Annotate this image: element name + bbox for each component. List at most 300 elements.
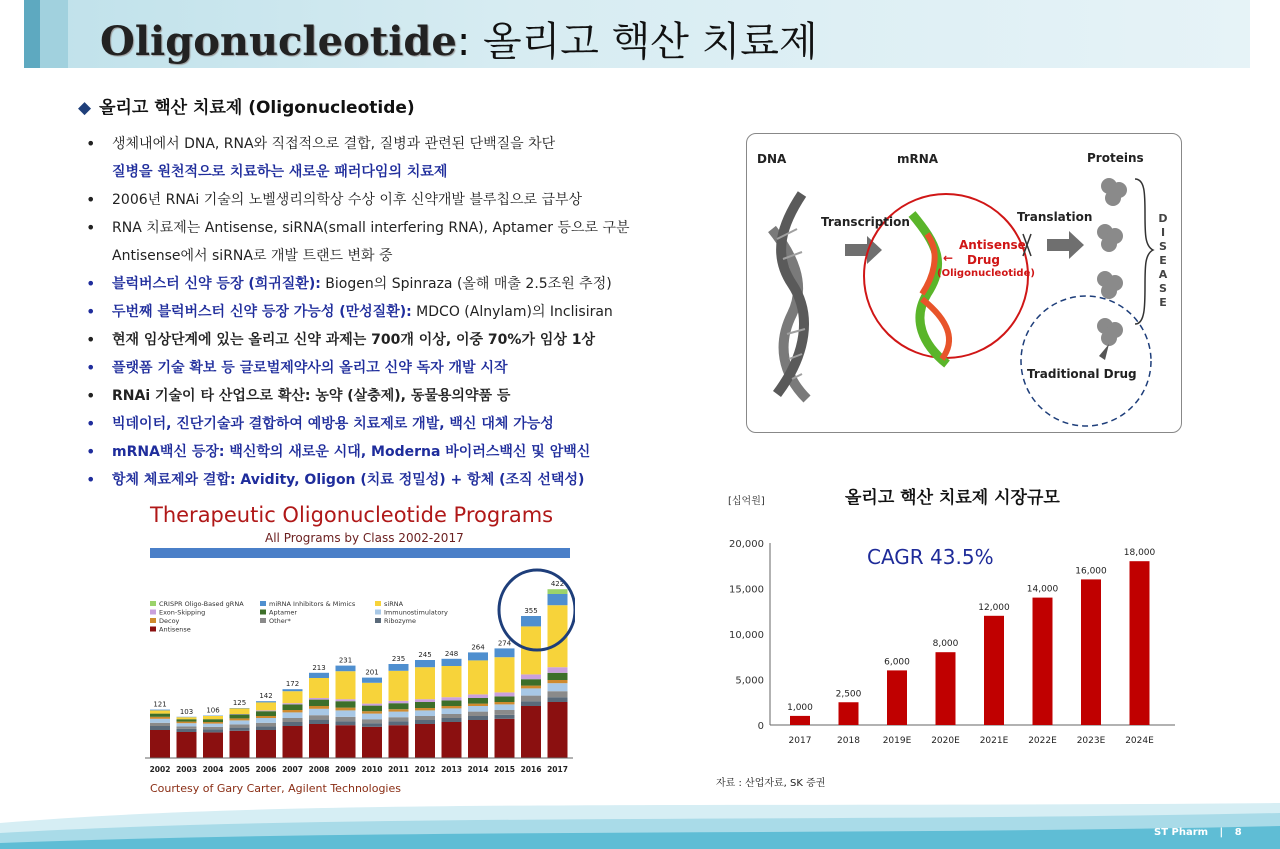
bar-segment — [203, 716, 223, 719]
bar-segment — [309, 673, 329, 678]
bar-segment — [495, 715, 515, 719]
bullet-text-main: 두번째 블럭버스터 신약 등장 가능성 (만성질환): — [112, 304, 412, 320]
bar-total-label: 172 — [285, 680, 300, 689]
bar-segment — [362, 727, 382, 758]
x-tick-label: 2023E — [1076, 736, 1106, 746]
x-tick-label: 2015 — [494, 765, 515, 774]
bar-segment — [442, 666, 462, 697]
bullet-dot-icon: • — [86, 442, 96, 461]
x-tick-label: 2024E — [1125, 736, 1154, 746]
bullet-text-main: RNA 치료제는 Antisense, siRNA(small interfering RNA), Aptamer 등으로 구분 — [112, 220, 630, 236]
bar-segment — [230, 718, 250, 720]
bar-segment — [336, 721, 356, 725]
bar-segment — [230, 714, 250, 718]
bar-segment — [336, 717, 356, 721]
bar-segment — [521, 686, 541, 689]
disease-letter: S — [1159, 240, 1167, 253]
bar-segment — [362, 714, 382, 720]
bar-segment — [442, 718, 462, 722]
bar-total-label: 355 — [524, 607, 538, 615]
bar-segment — [336, 666, 356, 672]
bar-segment — [256, 711, 276, 716]
x-tick-label: 2003 — [176, 765, 197, 774]
bar-total-label: 103 — [179, 707, 194, 716]
x-tick-label: 2007 — [282, 765, 303, 774]
mrna-label: mRNA — [897, 152, 939, 166]
bullet-item — [86, 244, 706, 272]
y-tick-label: 0 — [757, 721, 764, 732]
bar-segment — [495, 710, 515, 715]
legend-label: CRISPR Oligo-Based gRNA — [159, 600, 244, 608]
y-tick-label: 15,000 — [729, 584, 764, 596]
bar-value-label: 16,000 — [1075, 566, 1107, 577]
bar-total-label: 213 — [312, 663, 326, 672]
bullet-text — [112, 468, 584, 492]
bar-total-label: 142 — [259, 692, 273, 701]
bar-segment — [415, 716, 435, 720]
x-tick-label: 2002 — [149, 765, 171, 774]
disease-letter: E — [1159, 296, 1167, 309]
bar-segment — [230, 728, 250, 731]
x-tick-label: 2012 — [414, 765, 436, 774]
bar-segment — [468, 706, 488, 712]
bar-segment — [468, 704, 488, 706]
bullet-text-main: 빅데이터, 진단기술과 결합하여 예방용 치료제로 개발, 백신 대체 가능성 — [112, 416, 554, 432]
bar-segment — [389, 712, 409, 718]
bar-segment — [521, 688, 541, 695]
bar-segment — [283, 704, 303, 710]
bullet-text — [112, 244, 393, 268]
left-chart-title: Therapeutic Oligonucleotide Programs — [150, 503, 554, 527]
bullet-item — [86, 188, 706, 216]
brace-icon — [1135, 179, 1153, 324]
legend-swatch — [150, 601, 156, 606]
bar-segment — [362, 704, 382, 706]
bullet-text — [112, 440, 590, 464]
bar-segment — [150, 710, 170, 711]
bar-segment — [415, 699, 435, 702]
bar-segment — [415, 724, 435, 758]
bar-total-label: 125 — [232, 699, 247, 707]
bar-value-label: 8,000 — [932, 639, 959, 650]
bullet-text-main: 플랫폼 기술 확보 등 글로벌제약사의 올리고 신약 독자 개발 시작 — [112, 360, 508, 376]
bar-segment — [230, 720, 250, 724]
bullet-item — [86, 272, 706, 300]
bar-total-label: 106 — [206, 706, 220, 715]
protein-icons — [1097, 178, 1127, 346]
legend-label: Immunostimulatory — [384, 608, 448, 617]
bar-segment — [468, 720, 488, 758]
bar-segment — [177, 719, 197, 721]
bullet-item — [86, 468, 706, 496]
footer-info — [1154, 827, 1242, 838]
bar-segment — [203, 719, 223, 722]
title-accent — [24, 0, 40, 68]
x-tick-label: 2004 — [202, 765, 224, 774]
bar-total-label: 422 — [550, 580, 565, 589]
legend-swatch — [260, 618, 266, 623]
bar-segment — [283, 712, 303, 718]
bar-segment — [309, 724, 329, 758]
x-tick-label: 2005 — [229, 765, 250, 774]
bar-total-label: 248 — [444, 649, 459, 658]
bullet-item — [86, 132, 706, 160]
bullet-dot-icon: • — [86, 414, 96, 433]
antisense-label-3: (Oligonucleotide) — [937, 268, 1035, 279]
bullet-item — [86, 412, 706, 440]
bullet-dot-icon: • — [86, 302, 96, 321]
bar-segment — [442, 697, 462, 700]
section-heading — [78, 93, 415, 118]
bar-segment — [309, 715, 329, 719]
bar-total-label: 235 — [391, 655, 406, 663]
bar-segment — [521, 674, 541, 679]
bullet-dot-icon: • — [86, 274, 96, 293]
bar-segment — [336, 708, 356, 711]
footer-separator: | — [1219, 827, 1224, 838]
bar-segment — [336, 725, 356, 758]
bar-total-label: 121 — [153, 700, 167, 709]
dna-helix-icon — [772, 194, 807, 399]
right-chart-title: 올리고 핵산 치료제 시장규모 — [845, 488, 1060, 508]
bar-segment — [521, 701, 541, 706]
bar-segment — [256, 726, 276, 730]
left-chart-credit: Courtesy of Gary Carter, Agilent Technologies — [150, 782, 401, 795]
bar — [790, 716, 810, 725]
bar-segment — [309, 709, 329, 715]
bullet-text — [112, 300, 613, 324]
x-tick-label: 2016 — [520, 765, 542, 774]
x-tick-label: 2006 — [255, 765, 277, 774]
bar-segment — [415, 710, 435, 716]
bullet-text — [112, 412, 554, 436]
bullet-dot-icon: • — [86, 190, 96, 209]
bullet-text-main: Antisense에서 siRNA로 개발 트랜드 변화 중 — [112, 248, 393, 264]
bullet-text-detail: Biogen의 Spinraza (올해 매출 2.5조원 추정) — [320, 276, 612, 292]
bar-segment — [468, 712, 488, 716]
x-tick-label: 2021E — [979, 736, 1009, 746]
left-chart-svg — [145, 548, 575, 778]
legend-label: Decoy — [159, 617, 180, 625]
x-tick-label: 2022E — [1028, 736, 1057, 746]
bullet-item — [86, 216, 706, 244]
bar-value-label: 18,000 — [1123, 548, 1156, 559]
x-tick-label: 2008 — [308, 765, 330, 774]
bar-segment — [468, 660, 488, 694]
bar-segment — [521, 616, 541, 626]
bar-segment — [362, 678, 382, 683]
diagram-svg — [747, 134, 1181, 432]
antisense-label-1: Antisense — [959, 238, 1026, 252]
bar-segment — [495, 692, 515, 696]
bar-value-label: 12,000 — [978, 602, 1010, 613]
bar-segment — [309, 720, 329, 724]
bar-segment — [203, 722, 223, 724]
bullet-dot-icon: • — [86, 218, 96, 237]
bullet-text-main: 항체 체료제와 결합: Avidity, Oligon (치료 정밀성) + 항체 (조직 선택성) — [112, 472, 585, 488]
bar-segment — [256, 710, 276, 711]
right-chart-source: 자료 : 산업자료, SK 증권 — [716, 778, 826, 789]
bar-segment — [283, 691, 303, 703]
bar — [936, 652, 956, 725]
legend-label: miRNA Inhibitors & Mimics — [269, 600, 356, 608]
title-accent-light — [40, 0, 68, 68]
dna-label: DNA — [757, 152, 787, 166]
bar-segment — [150, 717, 170, 719]
proteins-label: Proteins — [1087, 151, 1144, 165]
translation-arrow-icon — [1047, 231, 1084, 259]
bar-segment — [177, 717, 197, 719]
bar-value-label: 2,500 — [835, 689, 862, 700]
disease-letter: S — [1159, 282, 1167, 295]
y-tick-label: 5,000 — [735, 675, 764, 687]
bar-segment — [548, 702, 568, 758]
bar-segment — [336, 701, 356, 707]
bar-segment — [336, 671, 356, 699]
bar-segment — [256, 730, 276, 758]
bullet-text — [112, 216, 630, 240]
bar-segment — [203, 724, 223, 727]
bar-value-label: 1,000 — [787, 702, 813, 713]
bar-segment — [283, 722, 303, 726]
bullet-dot-icon: • — [86, 134, 96, 153]
legend-label: Exon-Skipping — [159, 608, 206, 617]
x-tick-label: 2013 — [441, 765, 462, 774]
bar-segment — [442, 708, 462, 714]
bullet-dot-icon: • — [86, 386, 96, 405]
x-tick-label: 2018 — [837, 736, 860, 746]
x-tick-label: 2019E — [882, 736, 912, 746]
bar-segment — [177, 732, 197, 758]
bar-segment — [150, 719, 170, 723]
bar-segment — [336, 699, 356, 701]
bar-segment — [230, 731, 250, 758]
bar-segment — [230, 724, 250, 727]
bullet-item — [86, 328, 706, 356]
left-chart-subtitle: All Programs by Class 2002-2017 — [265, 531, 464, 545]
bar-segment — [442, 700, 462, 706]
bar-segment — [468, 716, 488, 720]
disease-letter: I — [1160, 226, 1166, 239]
bar-segment — [389, 701, 409, 703]
bar-segment — [389, 664, 409, 671]
legend-label: Aptamer — [269, 608, 298, 617]
bar-segment — [495, 657, 515, 692]
bar-segment — [150, 726, 170, 730]
chart-header-band — [150, 548, 570, 558]
bar-segment — [415, 660, 435, 667]
bullet-text — [112, 328, 595, 352]
bar-segment — [468, 694, 488, 698]
bar-segment — [230, 708, 250, 714]
bar — [984, 616, 1004, 725]
disease-label — [1157, 212, 1169, 310]
bar-segment — [548, 697, 568, 702]
bullet-text-detail: MDCO (Alnylam)의 Inclisiran — [411, 304, 613, 320]
bar-segment — [177, 726, 197, 728]
bar-segment — [389, 703, 409, 709]
bullet-text-main: 현재 임상단계에 있는 올리고 신약 과제는 700개 이상, 이중 70%가 임상 1상 — [112, 332, 596, 348]
transcription-arrow-icon — [845, 236, 882, 264]
bar-segment — [150, 710, 170, 713]
bar-segment — [521, 679, 541, 685]
bar-segment — [442, 714, 462, 718]
y-tick-label: 20,000 — [729, 539, 764, 550]
bar-segment — [283, 703, 303, 704]
legend-swatch — [260, 601, 266, 606]
bar-segment — [177, 723, 197, 726]
bullet-text-main: mRNA백신 등장: 백신학의 새로운 시대, Moderna 바이러스백신 및 암백신 — [112, 444, 591, 460]
bar-segment — [256, 718, 276, 723]
legend-label: siRNA — [384, 600, 404, 608]
bullet-item — [86, 300, 706, 328]
bar-segment — [336, 710, 356, 716]
antisense-label-2: Drug — [967, 253, 1001, 267]
bar — [1081, 579, 1101, 725]
bar-segment — [256, 723, 276, 727]
bar-value-label: 14,000 — [1026, 584, 1059, 595]
bar — [1033, 598, 1053, 725]
bar-segment — [415, 702, 435, 708]
bar-segment — [283, 726, 303, 758]
bar-segment — [548, 680, 568, 683]
bar-total-label: 274 — [497, 639, 512, 648]
bar-segment — [415, 708, 435, 710]
x-tick-label: 2017 — [547, 765, 568, 774]
bar-segment — [150, 723, 170, 726]
legend-swatch — [375, 610, 381, 615]
antisense-arrow-icon: ← — [943, 251, 954, 265]
bar-segment — [389, 721, 409, 725]
bar-segment — [415, 667, 435, 699]
transcription-label: Transcription — [821, 215, 910, 229]
bullet-text-main: 블럭버스터 신약 등장 (희귀질환): — [112, 276, 321, 292]
bullet-text — [112, 132, 555, 156]
bar-segment — [362, 719, 382, 723]
bar-segment — [389, 671, 409, 701]
bullet-text — [112, 356, 508, 380]
bar — [887, 670, 907, 725]
bar-segment — [309, 698, 329, 700]
bar-segment — [415, 720, 435, 724]
traditional-drug-circle — [1021, 296, 1151, 426]
bar-segment — [203, 727, 223, 729]
bar-segment — [309, 700, 329, 706]
bar-segment — [362, 711, 382, 713]
legend-swatch — [375, 601, 381, 606]
bullet-text — [112, 160, 447, 184]
bullet-text — [112, 384, 510, 408]
bar-segment — [389, 725, 409, 758]
bar-segment — [495, 648, 515, 657]
bar-segment — [256, 716, 276, 718]
bar-segment — [495, 696, 515, 702]
legend-swatch — [260, 610, 266, 615]
bullet-text-main: 질병을 원천적으로 치료하는 새로운 패러다임의 치료제 — [112, 164, 448, 180]
bar-segment — [177, 722, 197, 724]
antisense-diagram — [746, 133, 1182, 433]
legend-swatch — [150, 618, 156, 623]
bar — [839, 702, 859, 725]
legend-label: Ribozyme — [384, 617, 417, 625]
cagr-annotation: CAGR 43.5% — [867, 545, 994, 569]
bar-total-label: 245 — [418, 651, 432, 659]
bullet-text-main: 2006년 RNAi 기술의 노벨생리의학상 수상 이후 신약개발 블루칩으로 급부상 — [112, 192, 583, 208]
bar-segment — [362, 683, 382, 704]
section-heading-text: 올리고 핵산 치료제 (Oligonucleotide) — [99, 98, 415, 118]
bar-segment — [389, 709, 409, 711]
bullet-text-main: 생체내에서 DNA, RNA와 직접적으로 결합, 질병과 관련된 단백질을 차단 — [112, 136, 556, 152]
legend-swatch — [375, 618, 381, 623]
bar-segment — [548, 691, 568, 697]
bar-segment — [283, 718, 303, 722]
bar-segment — [203, 732, 223, 758]
bar-segment — [309, 706, 329, 709]
footer-wave — [0, 798, 1280, 849]
bar-segment — [256, 701, 276, 702]
bar-total-label: 264 — [471, 643, 485, 652]
legend-label: Other* — [269, 617, 291, 625]
translation-label: Translation — [1017, 210, 1093, 224]
bullet-dot-icon: • — [86, 330, 96, 349]
bar-segment — [177, 729, 197, 732]
bullet-item — [86, 440, 706, 468]
traditional-drug-label: Traditional Drug — [1027, 367, 1137, 381]
disease-letter: D — [1158, 212, 1168, 225]
bar-value-label: 6,000 — [884, 657, 910, 668]
bar-segment — [203, 729, 223, 732]
page-title-en: Oligonucleotide — [100, 18, 457, 65]
bar-segment — [548, 589, 568, 594]
bar-segment — [468, 652, 488, 660]
legend-label: Antisense — [159, 625, 191, 634]
bar-segment — [442, 706, 462, 708]
bar-segment — [548, 594, 568, 605]
bullet-list — [86, 132, 706, 496]
diamond-icon: ◆ — [78, 98, 92, 118]
page-title — [100, 10, 818, 67]
bar-segment — [309, 678, 329, 698]
bar-segment — [548, 673, 568, 680]
disease-letter: A — [1158, 268, 1168, 281]
legend-swatch — [150, 610, 156, 615]
x-tick-label: 2014 — [467, 765, 489, 774]
bullet-text — [112, 272, 612, 296]
bullet-text-main: RNAi 기술이 타 산업으로 확산: 농약 (살충제), 동물용의약품 등 — [112, 388, 511, 404]
bar — [1130, 561, 1150, 725]
bar-segment — [495, 719, 515, 758]
bar-segment — [362, 723, 382, 727]
bullet-dot-icon: • — [86, 470, 96, 489]
bullet-item — [86, 384, 706, 412]
bar-segment — [468, 698, 488, 704]
bar-segment — [495, 702, 515, 704]
x-tick-label: 2010 — [361, 765, 383, 774]
bar-segment — [362, 706, 382, 712]
bullet-item — [86, 356, 706, 384]
footer-company: ST Pharm — [1154, 827, 1209, 838]
bullet-text — [112, 188, 582, 212]
bar-segment — [521, 696, 541, 702]
bar-segment — [521, 706, 541, 758]
bar-segment — [495, 704, 515, 710]
bar-segment — [283, 710, 303, 712]
page-title-kr: 올리고 핵산 치료제 — [483, 19, 818, 65]
bullet-dot-icon: • — [86, 358, 96, 377]
bar-segment — [256, 702, 276, 710]
bar-segment — [389, 717, 409, 721]
x-tick-label: 2011 — [388, 765, 409, 774]
